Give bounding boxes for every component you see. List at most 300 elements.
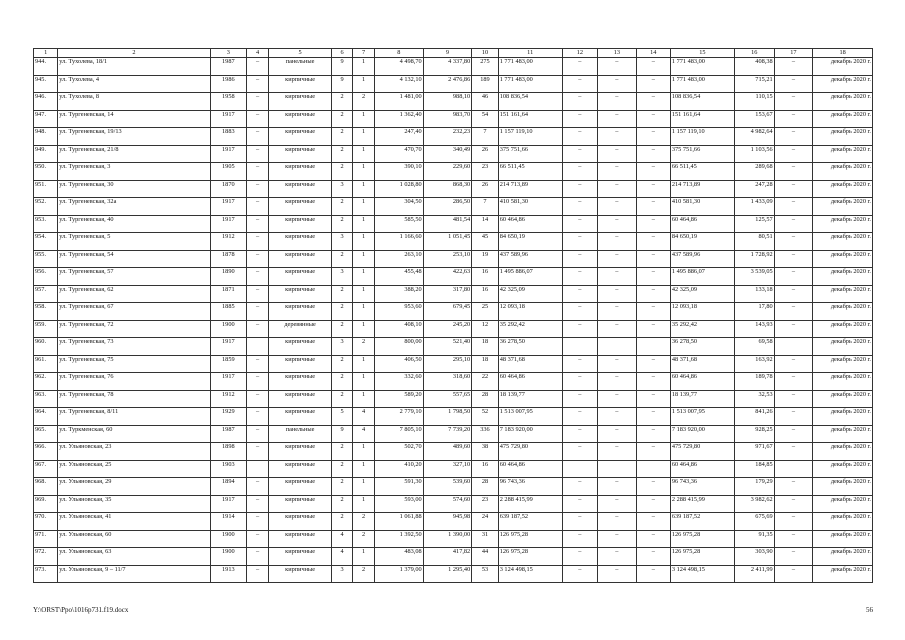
address-cell: ул. Тургеневская, 75 — [58, 355, 210, 373]
living-area-cell: 229,60 — [423, 163, 472, 181]
completion-date-cell: декабрь 2020 г. — [813, 180, 873, 198]
col-13-cell: – — [598, 425, 637, 443]
col-12-cell: – — [562, 530, 597, 548]
living-area-cell: 1 051,45 — [423, 233, 472, 251]
wall-material-cell: кирпичные — [269, 390, 332, 408]
col-13-cell: – — [598, 548, 637, 566]
completion-date-cell: декабрь 2020 г. — [813, 460, 873, 478]
year-built-cell: 1917 — [210, 110, 246, 128]
address-cell: ул. Тургеневская, 72 — [58, 320, 210, 338]
col-17-cell: – — [774, 408, 813, 426]
row-number-cell: 948. — [34, 128, 58, 146]
row-number-cell: 967. — [34, 460, 58, 478]
wall-material-cell: кирпичные — [269, 128, 332, 146]
completion-date-cell: декабрь 2020 г. — [813, 338, 873, 356]
living-area-cell: 868,30 — [423, 180, 472, 198]
wall-material-cell: кирпичные — [269, 250, 332, 268]
floors-cell: 2 — [332, 303, 353, 321]
cost-per-sqm-cell: 3 982,62 — [734, 495, 774, 513]
living-area-cell: 1 798,50 — [423, 408, 472, 426]
cost-total-cell: 1 513 007,95 — [498, 408, 562, 426]
column-header: 14 — [636, 49, 670, 58]
residents-cell: 18 — [472, 338, 498, 356]
residents-cell: 28 — [472, 478, 498, 496]
address-cell: ул. Тургеневская, 8/11 — [58, 408, 210, 426]
wall-material-cell: кирпичные — [269, 110, 332, 128]
row-number-cell: 969. — [34, 495, 58, 513]
column-header: 17 — [774, 49, 813, 58]
col-4-cell: – — [247, 233, 269, 251]
year-built-cell: 1929 — [210, 408, 246, 426]
wall-material-cell: кирпичные — [269, 408, 332, 426]
floors-cell: 2 — [332, 128, 353, 146]
col-17-cell: – — [774, 390, 813, 408]
col-4-cell — [247, 460, 269, 478]
table-row — [34, 215, 873, 233]
col-17-cell: – — [774, 565, 813, 583]
table-row — [34, 338, 873, 356]
table-row — [34, 373, 873, 391]
col-14-cell: – — [636, 75, 670, 93]
year-built-cell: 1890 — [210, 268, 246, 286]
residents-cell: 7 — [472, 128, 498, 146]
address-cell: ул. Тургеневская, 76 — [58, 373, 210, 391]
residents-cell: 16 — [472, 460, 498, 478]
entrances-cell: 1 — [353, 110, 375, 128]
total-area-cell: 1 481,00 — [375, 93, 424, 111]
residents-cell: 336 — [472, 425, 498, 443]
total-area-cell: 455,48 — [375, 268, 424, 286]
residents-cell: 22 — [472, 373, 498, 391]
col-14-cell — [636, 460, 670, 478]
file-path: Y:\ORST\Ppo\1016p731.f19.docx — [33, 606, 129, 614]
col-17-cell: – — [774, 93, 813, 111]
row-number-cell: 947. — [34, 110, 58, 128]
address-cell: ул. Ульяновская, 35 — [58, 495, 210, 513]
living-area-cell: 7 739,20 — [423, 425, 472, 443]
total-area-cell: 483,08 — [375, 548, 424, 566]
year-built-cell: 1885 — [210, 303, 246, 321]
total-area-cell: 502,70 — [375, 443, 424, 461]
floors-cell: 9 — [332, 58, 353, 76]
floors-cell: 2 — [332, 163, 353, 181]
entrances-cell: 1 — [353, 443, 375, 461]
col-14-cell: – — [636, 408, 670, 426]
total-area-cell: 470,70 — [375, 145, 424, 163]
wall-material-cell: кирпичные — [269, 215, 332, 233]
wall-material-cell: кирпичные — [269, 268, 332, 286]
floors-cell: 4 — [332, 530, 353, 548]
col-14-cell: – — [636, 163, 670, 181]
year-built-cell: 1914 — [210, 513, 246, 531]
col-13-cell: – — [598, 163, 637, 181]
col-13-cell: – — [598, 565, 637, 583]
cost-total-cell: 7 183 920,00 — [498, 425, 562, 443]
living-area-cell: 489,60 — [423, 443, 472, 461]
cost-repair-cell: 410 581,30 — [670, 198, 734, 216]
col-13-cell: – — [598, 443, 637, 461]
residents-cell: 275 — [472, 58, 498, 76]
cost-per-sqm-cell: 17,80 — [734, 303, 774, 321]
total-area-cell: 589,20 — [375, 390, 424, 408]
row-number-cell: 962. — [34, 373, 58, 391]
col-13-cell: – — [598, 320, 637, 338]
floors-cell: 2 — [332, 478, 353, 496]
housing-register-table — [33, 48, 873, 583]
cost-total-cell: 96 743,36 — [498, 478, 562, 496]
year-built-cell: 1905 — [210, 163, 246, 181]
address-cell: ул. Ульяновская, 41 — [58, 513, 210, 531]
total-area-cell: 4 498,70 — [375, 58, 424, 76]
col-17-cell: – — [774, 75, 813, 93]
cost-total-cell: 475 729,80 — [498, 443, 562, 461]
cost-repair-cell: 475 729,80 — [670, 443, 734, 461]
column-header: 13 — [598, 49, 637, 58]
total-area-cell: 7 805,10 — [375, 425, 424, 443]
cost-repair-cell: 1 495 886,07 — [670, 268, 734, 286]
year-built-cell: 1903 — [210, 460, 246, 478]
col-14-cell: – — [636, 565, 670, 583]
col-14-cell: – — [636, 373, 670, 391]
table-row — [34, 320, 873, 338]
floors-cell: 2 — [332, 145, 353, 163]
total-area-cell: 800,00 — [375, 338, 424, 356]
floors-cell: 2 — [332, 215, 353, 233]
residents-cell: 16 — [472, 268, 498, 286]
year-built-cell: 1917 — [210, 373, 246, 391]
col-13-cell: – — [598, 530, 637, 548]
completion-date-cell: декабрь 2020 г. — [813, 233, 873, 251]
cost-total-cell: 214 713,89 — [498, 180, 562, 198]
address-cell: ул. Тургеневская, 30 — [58, 180, 210, 198]
entrances-cell: 4 — [353, 408, 375, 426]
col-14-cell: – — [636, 180, 670, 198]
cost-per-sqm-cell: 303,90 — [734, 548, 774, 566]
table-row — [34, 163, 873, 181]
completion-date-cell: декабрь 2020 г. — [813, 408, 873, 426]
cost-per-sqm-cell: 2 411,99 — [734, 565, 774, 583]
entrances-cell: 1 — [353, 198, 375, 216]
entrances-cell: 1 — [353, 320, 375, 338]
table-row — [34, 495, 873, 513]
row-number-cell: 956. — [34, 268, 58, 286]
floors-cell: 5 — [332, 408, 353, 426]
column-header: 4 — [247, 49, 269, 58]
table-row — [34, 145, 873, 163]
col-17-cell: – — [774, 303, 813, 321]
cost-total-cell: 1 157 119,10 — [498, 128, 562, 146]
cost-per-sqm-cell: 110,15 — [734, 93, 774, 111]
residents-cell: 12 — [472, 320, 498, 338]
table-row — [34, 565, 873, 583]
cost-per-sqm-cell: 4 982,64 — [734, 128, 774, 146]
cost-per-sqm-cell: 32,53 — [734, 390, 774, 408]
living-area-cell: 245,20 — [423, 320, 472, 338]
address-cell: ул. Тургеневская, 73 — [58, 338, 210, 356]
col-12-cell: – — [562, 320, 597, 338]
floors-cell: 3 — [332, 565, 353, 583]
living-area-cell: 232,23 — [423, 128, 472, 146]
wall-material-cell: кирпичные — [269, 530, 332, 548]
cost-per-sqm-cell: 179,29 — [734, 478, 774, 496]
column-header: 7 — [353, 49, 375, 58]
living-area-cell: 988,10 — [423, 93, 472, 111]
col-12-cell: – — [562, 443, 597, 461]
total-area-cell: 1 392,50 — [375, 530, 424, 548]
row-number-cell: 950. — [34, 163, 58, 181]
cost-per-sqm-cell: 928,25 — [734, 425, 774, 443]
col-12-cell: – — [562, 390, 597, 408]
floors-cell: 4 — [332, 548, 353, 566]
residents-cell: 38 — [472, 443, 498, 461]
table-body — [34, 58, 873, 583]
floors-cell: 2 — [332, 355, 353, 373]
table-row — [34, 75, 873, 93]
cost-repair-cell: 12 093,18 — [670, 303, 734, 321]
col-14-cell: – — [636, 250, 670, 268]
address-cell: ул. Ульяновская, 60 — [58, 530, 210, 548]
address-cell: ул. Тургеневская, 78 — [58, 390, 210, 408]
table-row — [34, 180, 873, 198]
wall-material-cell: кирпичные — [269, 285, 332, 303]
living-area-cell: 417,82 — [423, 548, 472, 566]
column-header: 6 — [332, 49, 353, 58]
cost-repair-cell: 1 771 483,00 — [670, 58, 734, 76]
col-4-cell: – — [247, 145, 269, 163]
col-4-cell: – — [247, 565, 269, 583]
col-13-cell — [598, 460, 637, 478]
wall-material-cell: кирпичные — [269, 373, 332, 391]
row-number-cell: 960. — [34, 338, 58, 356]
header-row — [34, 49, 873, 58]
floors-cell: 2 — [332, 198, 353, 216]
wall-material-cell: кирпичные — [269, 460, 332, 478]
address-cell: ул. Тургеневская, 32а — [58, 198, 210, 216]
address-cell: ул. Ульяновская, 29 — [58, 478, 210, 496]
wall-material-cell: кирпичные — [269, 443, 332, 461]
col-13-cell: – — [598, 478, 637, 496]
total-area-cell: 1 362,40 — [375, 110, 424, 128]
cost-total-cell: 84 650,19 — [498, 233, 562, 251]
cost-repair-cell: 1 513 007,95 — [670, 408, 734, 426]
floors-cell: 2 — [332, 250, 353, 268]
address-cell: ул. Тухолева, 4 — [58, 75, 210, 93]
residents-cell: 52 — [472, 408, 498, 426]
col-4-cell: – — [247, 408, 269, 426]
residents-cell: 14 — [472, 215, 498, 233]
completion-date-cell: декабрь 2020 г. — [813, 250, 873, 268]
wall-material-cell: кирпичные — [269, 180, 332, 198]
floors-cell: 2 — [332, 373, 353, 391]
col-14-cell: – — [636, 478, 670, 496]
living-area-cell: 539,60 — [423, 478, 472, 496]
table-row — [34, 425, 873, 443]
year-built-cell: 1878 — [210, 250, 246, 268]
col-13-cell: – — [598, 390, 637, 408]
table-row — [34, 513, 873, 531]
residents-cell: 23 — [472, 163, 498, 181]
wall-material-cell: кирпичные — [269, 198, 332, 216]
col-12-cell: – — [562, 373, 597, 391]
residents-cell: 54 — [472, 110, 498, 128]
cost-per-sqm-cell: 841,26 — [734, 408, 774, 426]
completion-date-cell: декабрь 2020 г. — [813, 163, 873, 181]
completion-date-cell: декабрь 2020 г. — [813, 495, 873, 513]
living-area-cell: 983,70 — [423, 110, 472, 128]
cost-repair-cell: 1 771 483,00 — [670, 75, 734, 93]
cost-repair-cell: 126 975,28 — [670, 548, 734, 566]
floors-cell: 3 — [332, 233, 353, 251]
living-area-cell: 317,80 — [423, 285, 472, 303]
col-12-cell: – — [562, 110, 597, 128]
address-cell: ул. Туркменская, 60 — [58, 425, 210, 443]
column-header: 9 — [423, 49, 472, 58]
row-number-cell: 957. — [34, 285, 58, 303]
residents-cell: 46 — [472, 93, 498, 111]
residents-cell: 24 — [472, 513, 498, 531]
address-cell: ул. Ульяновская, 25 — [58, 460, 210, 478]
col-4-cell: – — [247, 443, 269, 461]
column-header: 10 — [472, 49, 498, 58]
col-12-cell: – — [562, 128, 597, 146]
entrances-cell: 1 — [353, 58, 375, 76]
wall-material-cell: кирпичные — [269, 303, 332, 321]
year-built-cell: 1894 — [210, 478, 246, 496]
col-17-cell: – — [774, 163, 813, 181]
entrances-cell: 4 — [353, 425, 375, 443]
col-14-cell: – — [636, 513, 670, 531]
year-built-cell: 1859 — [210, 355, 246, 373]
col-13-cell: – — [598, 513, 637, 531]
column-header: 2 — [58, 49, 210, 58]
total-area-cell: 4 132,10 — [375, 75, 424, 93]
col-4-cell: – — [247, 268, 269, 286]
col-13-cell: – — [598, 145, 637, 163]
address-cell: ул. Тургеневская, 5 — [58, 233, 210, 251]
cost-repair-cell: 60 464,86 — [670, 215, 734, 233]
row-number-cell: 949. — [34, 145, 58, 163]
residents-cell: 44 — [472, 548, 498, 566]
row-number-cell: 973. — [34, 565, 58, 583]
wall-material-cell: кирпичные — [269, 145, 332, 163]
cost-repair-cell: 126 975,28 — [670, 530, 734, 548]
cost-repair-cell: 84 650,19 — [670, 233, 734, 251]
total-area-cell: 408,10 — [375, 320, 424, 338]
cost-repair-cell: 3 124 498,15 — [670, 565, 734, 583]
address-cell: ул. Тургеневская, 40 — [58, 215, 210, 233]
total-area-cell: 2 779,10 — [375, 408, 424, 426]
cost-per-sqm-cell: 125,57 — [734, 215, 774, 233]
col-14-cell: – — [636, 355, 670, 373]
cost-total-cell: 60 464,86 — [498, 460, 562, 478]
col-14-cell: – — [636, 233, 670, 251]
total-area-cell: 388,20 — [375, 285, 424, 303]
cost-repair-cell: 66 511,45 — [670, 163, 734, 181]
living-area-cell: 945,98 — [423, 513, 472, 531]
floors-cell: 2 — [332, 513, 353, 531]
completion-date-cell: декабрь 2020 г. — [813, 110, 873, 128]
completion-date-cell: декабрь 2020 г. — [813, 478, 873, 496]
cost-repair-cell: 35 292,42 — [670, 320, 734, 338]
total-area-cell: 1 028,80 — [375, 180, 424, 198]
total-area-cell: 1 061,88 — [375, 513, 424, 531]
col-13-cell: – — [598, 110, 637, 128]
col-12-cell: – — [562, 425, 597, 443]
total-area-cell: 953,60 — [375, 303, 424, 321]
address-cell: ул. Тургеневская, 14 — [58, 110, 210, 128]
entrances-cell: 1 — [353, 180, 375, 198]
table-row — [34, 355, 873, 373]
completion-date-cell: декабрь 2020 г. — [813, 215, 873, 233]
col-17-cell: – — [774, 198, 813, 216]
entrances-cell: 1 — [353, 145, 375, 163]
cost-per-sqm-cell: 153,67 — [734, 110, 774, 128]
address-cell: ул. Ульяновская, 23 — [58, 443, 210, 461]
cost-total-cell: 48 371,68 — [498, 355, 562, 373]
year-built-cell: 1986 — [210, 75, 246, 93]
row-number-cell: 972. — [34, 548, 58, 566]
table-row — [34, 268, 873, 286]
wall-material-cell: кирпичные — [269, 75, 332, 93]
cost-per-sqm-cell: 289,68 — [734, 163, 774, 181]
col-14-cell: – — [636, 303, 670, 321]
column-header: 16 — [734, 49, 774, 58]
cost-repair-cell: 60 464,86 — [670, 373, 734, 391]
column-header: 12 — [562, 49, 597, 58]
residents-cell: 18 — [472, 355, 498, 373]
floors-cell: 2 — [332, 320, 353, 338]
col-17-cell: – — [774, 285, 813, 303]
table-row — [34, 128, 873, 146]
table-row — [34, 460, 873, 478]
entrances-cell: 2 — [353, 338, 375, 356]
entrances-cell: 1 — [353, 373, 375, 391]
col-14-cell: – — [636, 320, 670, 338]
address-cell: ул. Тухолева, 18/1 — [58, 58, 210, 76]
wall-material-cell: кирпичные — [269, 233, 332, 251]
col-17-cell: – — [774, 233, 813, 251]
cost-per-sqm-cell: 1 728,92 — [734, 250, 774, 268]
completion-date-cell: декабрь 2020 г. — [813, 373, 873, 391]
cost-repair-cell: 48 371,68 — [670, 355, 734, 373]
table-row — [34, 110, 873, 128]
table-row — [34, 233, 873, 251]
address-cell: ул. Тургеневская, 21/8 — [58, 145, 210, 163]
col-17-cell — [774, 338, 813, 356]
year-built-cell: 1917 — [210, 495, 246, 513]
cost-per-sqm-cell: 715,21 — [734, 75, 774, 93]
col-12-cell: – — [562, 215, 597, 233]
col-13-cell: – — [598, 268, 637, 286]
total-area-cell: 390,10 — [375, 163, 424, 181]
col-17-cell — [774, 460, 813, 478]
year-built-cell: 1912 — [210, 390, 246, 408]
col-12-cell: – — [562, 495, 597, 513]
entrances-cell: 1 — [353, 303, 375, 321]
col-17-cell: – — [774, 495, 813, 513]
completion-date-cell: декабрь 2020 г. — [813, 565, 873, 583]
cost-total-cell: 36 278,50 — [498, 338, 562, 356]
completion-date-cell: декабрь 2020 г. — [813, 128, 873, 146]
cost-total-cell: 1 495 886,07 — [498, 268, 562, 286]
row-number-cell: 968. — [34, 478, 58, 496]
cost-per-sqm-cell: 189,78 — [734, 373, 774, 391]
address-cell: ул. Тургеневская, 62 — [58, 285, 210, 303]
entrances-cell: 1 — [353, 355, 375, 373]
total-area-cell: 591,30 — [375, 478, 424, 496]
residents-cell: 45 — [472, 233, 498, 251]
cost-repair-cell: 96 743,36 — [670, 478, 734, 496]
